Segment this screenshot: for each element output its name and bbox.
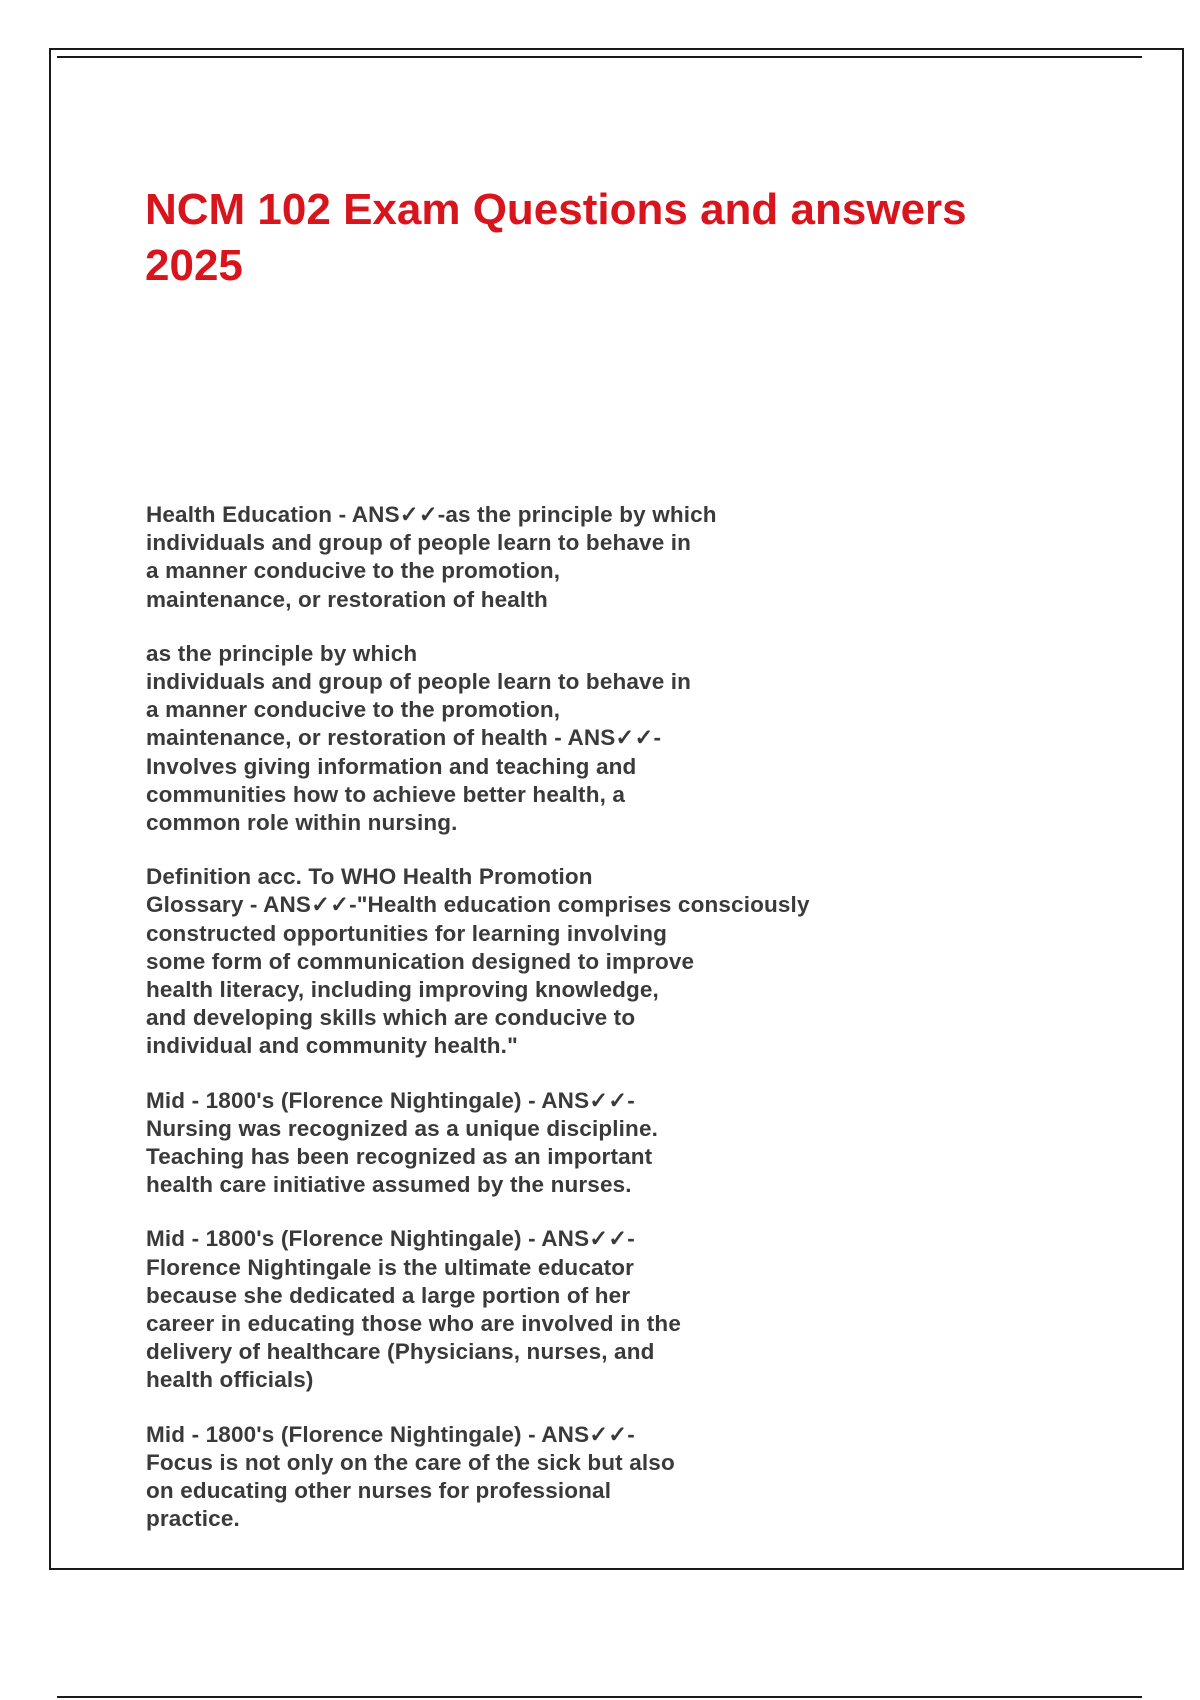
qa-item: Health Education - ANS✓✓-as the principle by which individuals and group of people learn to behave in a manner conducive to the promotion, maintenance, or restoration of health bbox=[146, 502, 717, 612]
qa-item: Mid - 1800's (Florence Nightingale) - ANS✓✓- Nursing was recognized as a unique discipline. Teaching has been recognized as an important health care initiative assumed by the nurses. bbox=[146, 1087, 659, 1198]
document-title: NCM 102 Exam Questions and answers 2025 bbox=[145, 185, 967, 290]
top-rule bbox=[57, 56, 1142, 58]
qa-list bbox=[146, 501, 1046, 1534]
qa-item: Mid - 1800's (Florence Nightingale) - ANS✓✓- Florence Nightingale is the ultimate educator because she dedicated a large portion of her career in educating those who are involved in the delivery of healthcare (Physicians, nurses, and health officials) bbox=[146, 1226, 681, 1393]
qa-item: Definition acc. To WHO Health Promotion Glossary - ANS✓✓-"Health education comprises consciously constructed opportunities for learning involving some form of communication designed to improve health literacy, including improving knowledge, and developing skills which are conducive to individual and community health." bbox=[146, 864, 810, 1059]
qa-item: Mid - 1800's (Florence Nightingale) - ANS✓✓- Focus is not only on the care of the sick but also on educating other nurses for professional practice. bbox=[146, 1421, 675, 1532]
qa-item: as the principle by which individuals and group of people learn to behave in a manner conducive to the promotion, maintenance, or restoration of health - ANS✓✓- Involves giving information and teaching and communities how to achieve better health, a common role within nursing. bbox=[146, 640, 692, 836]
bottom-rule bbox=[57, 1696, 1142, 1698]
